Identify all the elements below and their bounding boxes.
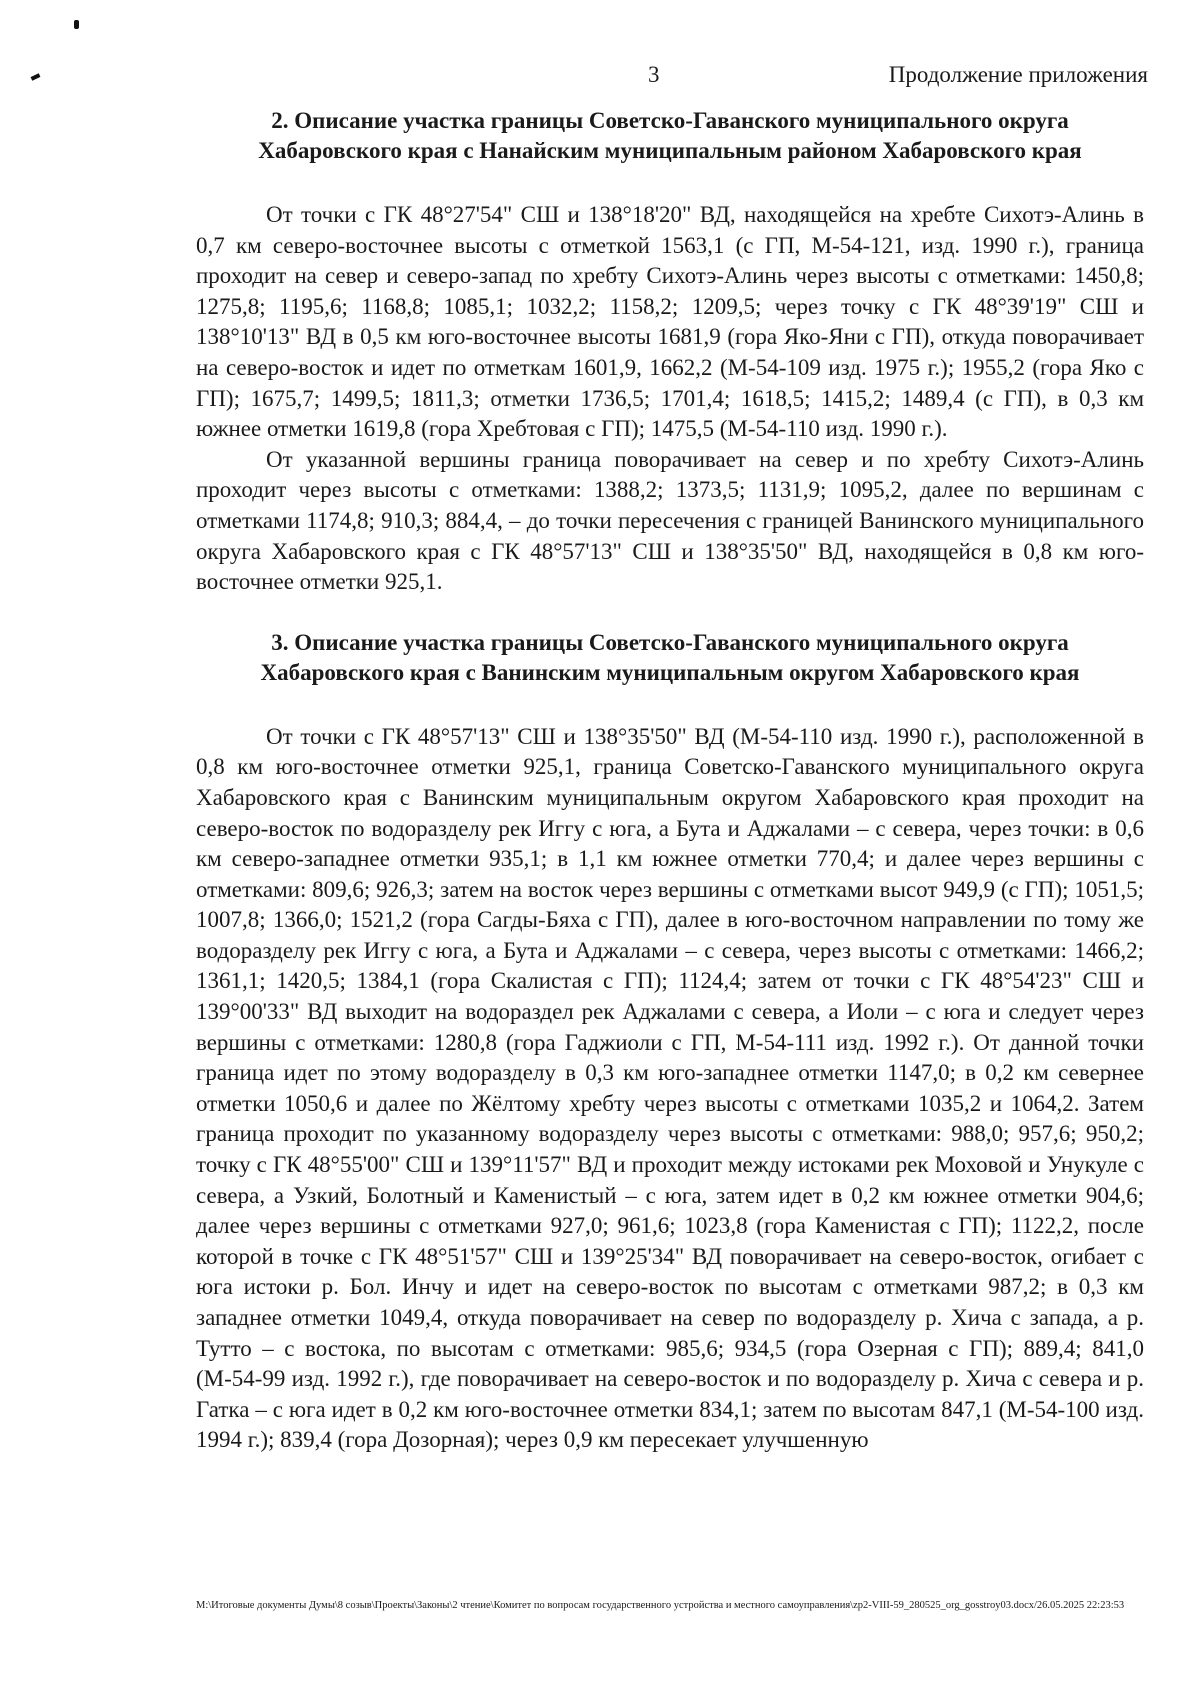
paragraph: От точки с ГК 48°57'13" СШ и 138°35'50" ВД (М-54-110 изд. 1990 г.), расположенной в 0,8 км юго-восточнее отметки 925,1, граница Советско-Гаванского муниципального округа Хабаровского края с Ванинским муниципальным округом Хабаровского края проходит на северо-восток по водоразделу рек Иггу с юга, а Бута и Аджалами – с севера, через точки: в 0,6 км северо-западнее отметки 935,1; в 1,1 км южнее отметки 770,4; и далее через вершины с отметками: 809,6; 926,3; затем на восток через вершины с отметками высот 949,9 (с ГП); 1051,5; 1007,8; 1366,0; 1521,2 (гора Сагды-Бяха с ГП), далее в юго-восточном направлении по тому же водоразделу рек Иггу с юга, а Бута и Аджалами – с севера, через высоты с отметками: 1466,2; 1361,1; 1420,5; 1384,1 (гора Скалистая с ГП); 1124,4; затем от точки с ГК 48°54'23" СШ и 139°00'33" ВД выходит на водораздел рек Аджалами с севера, а Иоли – с юга и следует через вершины с отметками: 1280,8 (гора Гаджиоли с ГП, М-54-111 изд. 1992 г.). От данной точки граница идет по этому водоразделу в 0,3 км юго-западнее отметки 1147,0; в 0,2 км севернее отметки 1050,6 и далее по Жёлтому хребту через высоты с отметками 1035,2 и 1064,2. Затем граница проходит по указанному водоразделу через высоты с отметками: 988,0; 957,6; 950,2; точку с ГК 48°55'00" СШ и 139°11'57" ВД и проходит между истоками рек Моховой и Унукуле с севера, а Узкий, Болотный и Каменистый – с юга, затем идет в 0,2 км южнее отметки 904,6; далее через вершины с отметками 927,0; 961,6; 1023,8 (гора Каменистая с ГП); 1122,2, после которой в точке с ГК 48°51'57" СШ и 139°25'34" ВД поворачивает на северо-восток, огибает с юга истоки р. Бол. Инчу и идет на северо-восток по высотам с отметками 987,2; в 0,3 км западнее отметки 1049,4, откуда поворачивает на север по водоразделу р. Хича с запада, а р. Тутто – с востока, по высотам с отметками: 985,6; 934,5 (гора Озерная с ГП); 889,4; 841,0 (М-54-99 изд. 1992 г.), где поворачивает на северо-восток и по водоразделу р. Хича с севера и р. Гатка – с юга идет в 0,2 км юго-восточнее отметки 834,1; затем по высотам 847,1 (М-54-100 изд. 1994 г.); 839,4 (гора Дозорная); через 0,9 км пересекает улучшенную xyxy=(196,723,1144,1453)
section-title xyxy=(196,628,1144,688)
section-title-line: 3. Описание участка границы Советско-Гаванского муниципального округа xyxy=(271,629,1069,655)
section-title-line: Хабаровского края с Ванинским муниципальным округом Хабаровского края xyxy=(260,659,1080,685)
scan-mark-dot xyxy=(74,20,79,29)
section-title-line: 2. Описание участка границы Советско-Гаванского муниципального округа xyxy=(271,108,1069,133)
scan-mark-arrow xyxy=(31,73,41,80)
footer-file-path: M:\Итоговые документы Думы\8 созыв\Проекты\Законы\2 чтение\Комитет по вопросам государственного устройства и местного самоуправления\zp2-VIII-59_280525_org_gosstroy03.docx/26.05.2025 22:23:53 xyxy=(196,1600,1125,1611)
document-body xyxy=(196,106,1144,1456)
section-title xyxy=(196,106,1144,166)
paragraph: От точки с ГК 48°27'54" СШ и 138°18'20" ВД, находящейся на хребте Сихотэ-Алинь в 0,7 км северо-восточнее высоты с отметкой 1563,1 (с ГП, М-54-121, изд. 1990 г.), граница проходит на север и северо-запад по хребту Сихотэ-Алинь через высоты с отметками: 1450,8; 1275,8; 1195,6; 1168,8; 1085,1; 1032,2; 1158,2; 1209,5; через точку с ГК 48°39'19" СШ и 138°10'13" ВД в 0,5 км юго-восточнее высоты 1681,9 (гора Яко-Яни с ГП), откуда поворачивает на северо-восток и идет по отметкам 1601,9, 1662,2 (М-54-109 изд. 1975 г.); 1955,2 (гора Яко с ГП); 1675,7; 1499,5; 1811,3; отметки 1736,5; 1701,4; 1618,5; 1415,2; 1489,4 (с ГП), в 0,3 км южнее отметки 1619,8 (гора Хребтовая с ГП); 1475,5 (М-54-110 изд. 1990 г.). xyxy=(196,202,1144,442)
section-title-line: Хабаровского края с Нанайским муниципальным районом Хабаровского края xyxy=(258,138,1082,163)
section-3 xyxy=(196,628,1144,1456)
page-number: 3 xyxy=(648,62,660,87)
section-2 xyxy=(196,106,1144,598)
paragraph: От указанной вершины граница поворачивает на север и по хребту Сихотэ-Алинь проходит через высоты с отметками: 1388,2; 1373,5; 1131,9; 1095,2, далее по вершинам с отметками 1174,8; 910,3; 884,4, – до точки пересечения с границей Ванинского муниципального округа Хабаровского края с ГК 48°57'13" СШ и 138°35'50" ВД, находящейся в 0,8 км юго-восточнее отметки 925,1. xyxy=(196,446,1144,595)
continuation-note: Продолжение приложения xyxy=(888,62,1148,87)
